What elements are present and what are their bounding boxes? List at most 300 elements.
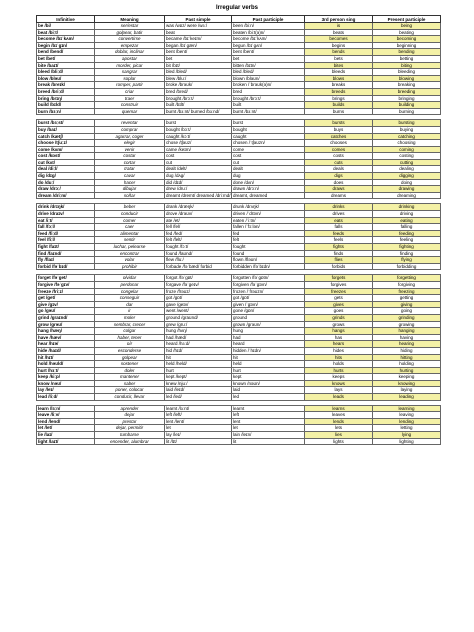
present-participle-cell: breeding [373,88,441,95]
present-participle-cell: coming [373,146,441,153]
infinitive-cell: begin /bɪˈgɪn/ [37,42,95,49]
present-participle-cell: hiding [373,347,441,354]
past-participle-cell: bitten /bɪtn/ [232,62,305,69]
past-simple-cell: brought /brɔːt/ [165,95,232,102]
third-person-cell: bites [305,62,373,69]
present-participle-cell: doing [373,179,441,186]
present-participle-cell: letting [373,425,441,432]
table-row [37,55,441,62]
infinitive-cell: leave /liːv/ [37,412,95,419]
third-person-cell: bursts [305,120,373,127]
past-simple-cell: forgot /fəˈgɒt/ [165,275,232,282]
present-participle-cell: forbidding [373,263,441,270]
past-participle-cell: drunk /drʌŋk/ [232,204,305,211]
present-participle-cell: driving [373,211,441,218]
meaning-cell: romper, partir [95,82,165,89]
infinitive-cell: lay /leɪ/ [37,387,95,394]
table-row [37,328,441,335]
third-person-cell: grows [305,321,373,328]
past-participle-cell: come [232,146,305,153]
table-row [37,146,441,153]
meaning-cell: beber [95,204,165,211]
third-person-cell: hits [305,354,373,361]
infinitive-cell: go /gəʊ/ [37,308,95,315]
meaning-cell: tumbarse [95,432,165,439]
meaning-cell: elegir [95,140,165,147]
past-participle-cell: blown /bləʊn/ [232,75,305,82]
past-participle-cell: built [232,102,305,109]
infinitive-cell: give /gɪv/ [37,301,95,308]
third-person-cell: drives [305,211,373,218]
present-participle-cell: drawing [373,186,441,193]
past-participle-cell: grown /grəʊn/ [232,321,305,328]
meaning-cell: golpear [95,354,165,361]
third-person-cell: blows [305,75,373,82]
past-simple-cell: drank /dræŋk/ [165,204,232,211]
meaning-cell: construir [95,102,165,109]
present-participle-cell: fighting [373,244,441,251]
past-participle-cell: laid [232,387,305,394]
past-simple-cell: began /bɪˈgæn/ [165,42,232,49]
past-simple-cell: laid /leɪd/ [165,387,232,394]
third-person-cell: forbids [305,263,373,270]
table-row [37,166,441,173]
infinitive-cell: build /bɪld/ [37,102,95,109]
third-person-cell: hangs [305,328,373,335]
third-person-cell: hurts [305,367,373,374]
table-row [37,179,441,186]
infinitive-cell: hang /hæŋ/ [37,328,95,335]
past-participle-cell: heard [232,341,305,348]
present-participle-cell: cutting [373,159,441,166]
meaning-cell: perdonar [95,281,165,288]
third-person-cell: digs [305,173,373,180]
meaning-cell: sembrar, crecer [95,321,165,328]
infinitive-cell: catch /kætʃ/ [37,133,95,140]
infinitive-cell: hurt /hɜːt/ [37,367,95,374]
past-simple-cell: beat [165,29,232,36]
meaning-cell: morder, picar [95,62,165,69]
meaning-cell: conducir [95,211,165,218]
meaning-cell: cavar [95,173,165,180]
past-participle-cell: fed [232,230,305,237]
present-participle-cell: bending [373,49,441,56]
third-person-cell: dreams [305,192,373,199]
present-participle-cell: betting [373,55,441,62]
third-person-cell: costs [305,153,373,160]
past-simple-cell: heard /hɜːd/ [165,341,232,348]
third-person-cell: deals [305,166,373,173]
infinitive-cell: dig /dɪg/ [37,173,95,180]
infinitive-cell: become /bɪˈkʌm/ [37,36,95,43]
present-participle-cell: forgetting [373,275,441,282]
infinitive-cell: grind /graɪnd/ [37,314,95,321]
present-participle-cell: bleeding [373,69,441,76]
past-participle-cell: frozen /ˈfrəʊzn/ [232,288,305,295]
past-simple-cell: was /wɒz/ were /wɜː/ [165,23,232,30]
past-participle-cell: brought /brɔːt/ [232,95,305,102]
present-participle-cell: hearing [373,341,441,348]
present-participle-cell: leaving [373,412,441,419]
infinitive-cell: burn /bɜːn/ [37,108,95,115]
infinitive-cell: hold /həʊld/ [37,361,95,368]
table-body [37,23,441,445]
meaning-cell: venir [95,146,165,153]
past-participle-cell: hurt [232,367,305,374]
table-row [37,75,441,82]
table-row [37,49,441,56]
past-simple-cell: drew /druː/ [165,186,232,193]
present-participle-cell: blowing [373,75,441,82]
past-participle-cell: forgotten /fəˈgɒtn/ [232,275,305,282]
infinitive-cell: dream /driːm/ [37,192,95,199]
meaning-cell: saber [95,380,165,387]
third-person-cell: eats [305,217,373,224]
past-participle-cell: beaten /biːt(ə)n/ [232,29,305,36]
past-participle-cell: gone /gɒn/ [232,308,305,315]
infinitive-cell: bet /bet/ [37,55,95,62]
third-person-cell: feeds [305,230,373,237]
table-row [37,102,441,109]
infinitive-cell: get /get/ [37,295,95,302]
present-participle-cell: falling [373,224,441,231]
infinitive-cell: fall /fɔːl/ [37,224,95,231]
present-participle-cell: grinding [373,314,441,321]
third-person-cell: cuts [305,159,373,166]
past-participle-cell: begun /bɪˈgʌn/ [232,42,305,49]
meaning-cell: convertirse [95,36,165,43]
meaning-cell: empezar [95,42,165,49]
meaning-cell: ser/estar [95,23,165,30]
meaning-cell: soplar [95,75,165,82]
third-person-cell: learns [305,405,373,412]
infinitive-cell: eat /iːt/ [37,217,95,224]
present-participle-cell: learning [373,405,441,412]
past-simple-cell: fell /fel/ [165,224,232,231]
verbs-table [36,15,441,445]
third-person-cell: feels [305,237,373,244]
infinitive-cell: freeze /friːz/ [37,288,95,295]
past-simple-cell: held /held/ [165,361,232,368]
past-simple-cell: bought /bɔːt/ [165,126,232,133]
table-row [37,341,441,348]
third-person-cell: burns [305,108,373,115]
meaning-cell: soñar [95,192,165,199]
past-participle-cell: broken /ˈbrəʊk(ə)n/ [232,82,305,89]
meaning-cell: doler [95,367,165,374]
present-participle-cell: forgiving [373,281,441,288]
past-simple-cell: left /left/ [165,412,232,419]
present-participle-cell: eating [373,217,441,224]
infinitive-cell: fly /flaɪ/ [37,257,95,264]
third-person-cell: does [305,179,373,186]
table-row [37,321,441,328]
third-person-cell: gives [305,301,373,308]
present-participle-cell: lying [373,432,441,439]
past-simple-cell: went /went/ [165,308,232,315]
past-simple-cell: dug /dʌg/ [165,173,232,180]
header-meaning: Meaning [95,16,165,23]
past-participle-cell: hidden /ˈhɪdn/ [232,347,305,354]
present-participle-cell: bursting [373,120,441,127]
meaning-cell: conducir, llevar [95,394,165,401]
third-person-cell: hears [305,341,373,348]
table-row [37,230,441,237]
past-simple-cell: caught /kɔːt/ [165,133,232,140]
past-participle-cell: felt [232,237,305,244]
present-participle-cell: lighting [373,438,441,445]
past-participle-cell: ground [232,314,305,321]
present-participle-cell: bringing [373,95,441,102]
past-participle-cell: forgiven /fəˈgɪvn/ [232,281,305,288]
past-simple-cell: cost [165,153,232,160]
meaning-cell: hacer [95,179,165,186]
infinitive-cell: let /let/ [37,425,95,432]
present-participle-cell: flying [373,257,441,264]
past-participle-cell: driven /ˈdrɪvn/ [232,211,305,218]
past-participle-cell: lit [232,438,305,445]
past-simple-cell: knew /njuː/ [165,380,232,387]
present-participle-cell: freezing [373,288,441,295]
infinitive-cell: draw /drɔː/ [37,186,95,193]
infinitive-cell: drink /drɪŋk/ [37,204,95,211]
third-person-cell: has [305,334,373,341]
third-person-cell: bleeds [305,69,373,76]
third-person-cell: brings [305,95,373,102]
past-simple-cell: cut [165,159,232,166]
past-simple-cell: dealt /delt/ [165,166,232,173]
past-participle-cell: eaten /ˈiːtn/ [232,217,305,224]
infinitive-cell: come /kʌm/ [37,146,95,153]
infinitive-cell: blow /bləʊ/ [37,75,95,82]
table-row [37,418,441,425]
past-participle-cell: flown /fləʊn/ [232,257,305,264]
present-participle-cell: dreaming [373,192,441,199]
infinitive-cell: breed /briːd/ [37,88,95,95]
past-participle-cell: kept [232,374,305,381]
meaning-cell: volar [95,257,165,264]
third-person-cell: falls [305,224,373,231]
header-past-participle: Past participle [232,16,305,23]
past-simple-cell: had /hæd/ [165,334,232,341]
table-row [37,374,441,381]
present-participle-cell: dealing [373,166,441,173]
infinitive-cell: break /breɪk/ [37,82,95,89]
past-simple-cell: burnt /bɜːnt/ burned /bɜːnd/ [165,108,232,115]
present-participle-cell: biting [373,62,441,69]
table-row [37,192,441,199]
infinitive-cell: find /faɪnd/ [37,250,95,257]
third-person-cell: draws [305,186,373,193]
table-row [37,347,441,354]
infinitive-cell: bring /brɪŋ/ [37,95,95,102]
past-simple-cell: learnt /lɜːnt/ [165,405,232,412]
third-person-cell: hides [305,347,373,354]
past-simple-cell: grew /gruː/ [165,321,232,328]
table-row [37,275,441,282]
meaning-cell: costar [95,153,165,160]
infinitive-cell: forbid /fəˈbɪd/ [37,263,95,270]
past-simple-cell: forbade /fəˈbæd/ forbid [165,263,232,270]
table-row [37,217,441,224]
past-participle-cell: learnt [232,405,305,412]
past-participle-cell: let [232,425,305,432]
meaning-cell: apostar [95,55,165,62]
table-row [37,140,441,147]
third-person-cell: bets [305,55,373,62]
present-participle-cell: keeping [373,374,441,381]
past-participle-cell: cost [232,153,305,160]
table-row [37,438,441,445]
infinitive-cell: have /hæv/ [37,334,95,341]
third-person-cell: breaks [305,82,373,89]
past-simple-cell: hurt [165,367,232,374]
third-person-cell: forgets [305,275,373,282]
table-row [37,257,441,264]
header-infinitive: Infinitive [37,16,95,23]
past-participle-cell: bought [232,126,305,133]
past-participle-cell: forbidden /fəˈbɪdn/ [232,263,305,270]
meaning-cell: aprender [95,405,165,412]
past-simple-cell: drove /drəʊv/ [165,211,232,218]
past-simple-cell: bent /bent/ [165,49,232,56]
table-row [37,334,441,341]
past-participle-cell: bred [232,88,305,95]
past-participle-cell: held [232,361,305,368]
infinitive-cell: burst /bɜːst/ [37,120,95,127]
meaning-cell: agarrar, coger [95,133,165,140]
past-simple-cell: fought /fɔːt/ [165,244,232,251]
meaning-cell: mantener [95,374,165,381]
table-row [37,432,441,439]
past-simple-cell: froze /frəʊz/ [165,288,232,295]
meaning-cell: cortar [95,159,165,166]
present-participle-cell: getting [373,295,441,302]
infinitive-cell: grow /grəʊ/ [37,321,95,328]
third-person-cell: finds [305,250,373,257]
present-participle-cell: burning [373,108,441,115]
meaning-cell: haber, tener [95,334,165,341]
meaning-cell: prestar [95,418,165,425]
meaning-cell: congelar [95,288,165,295]
infinitive-cell: cost /kɒst/ [37,153,95,160]
table-row [37,224,441,231]
present-participle-cell: finding [373,250,441,257]
table-row [37,314,441,321]
meaning-cell: conseguir [95,295,165,302]
infinitive-cell: bite /baɪt/ [37,62,95,69]
present-participle-cell: knowing [373,380,441,387]
infinitive-cell: fight /faɪt/ [37,244,95,251]
table-row [37,405,441,412]
past-simple-cell: gave /geɪv/ [165,301,232,308]
third-person-cell: gets [305,295,373,302]
present-participle-cell: laying [373,387,441,394]
table-row [37,36,441,43]
present-participle-cell: having [373,334,441,341]
table-row [37,211,441,218]
table-row [37,173,441,180]
present-participle-cell: feeling [373,237,441,244]
past-participle-cell: given /ˈgɪvn/ [232,301,305,308]
third-person-cell: beats [305,29,373,36]
infinitive-cell: do /duː/ [37,179,95,186]
past-participle-cell: lent [232,418,305,425]
third-person-cell: comes [305,146,373,153]
past-simple-cell: ground /graʊnd/ [165,314,232,321]
past-participle-cell: chosen /ˈtʃəʊzn/ [232,140,305,147]
infinitive-cell: light /laɪt/ [37,438,95,445]
present-participle-cell: breaking [373,82,441,89]
table-row [37,95,441,102]
past-simple-cell: led /led/ [165,394,232,401]
meaning-cell: comer [95,217,165,224]
past-simple-cell: forgave /fəˈgeɪv/ [165,281,232,288]
meaning-cell: colgar [95,328,165,335]
present-participle-cell: holding [373,361,441,368]
table-row [37,354,441,361]
present-participle-cell: feeding [373,230,441,237]
past-participle-cell: lain /leɪn/ [232,432,305,439]
past-participle-cell: burst [232,120,305,127]
table-row [37,288,441,295]
past-simple-cell: lay /leɪ/ [165,432,232,439]
infinitive-cell: feel /fiːl/ [37,237,95,244]
present-participle-cell: giving [373,301,441,308]
header-present-participle: Present participle [373,16,441,23]
meaning-cell: traer [95,95,165,102]
table-row [37,361,441,368]
infinitive-cell: hide /haɪd/ [37,347,95,354]
present-participle-cell: being [373,23,441,30]
present-participle-cell: buying [373,126,441,133]
third-person-cell: chooses [305,140,373,147]
past-participle-cell: led [232,394,305,401]
infinitive-cell: cut /kʌt/ [37,159,95,166]
third-person-cell: catches [305,133,373,140]
table-row [37,301,441,308]
table-row [37,108,441,115]
table-row [37,308,441,315]
third-person-cell: goes [305,308,373,315]
third-person-cell: builds [305,102,373,109]
third-person-cell: becomes [305,36,373,43]
third-person-cell: lets [305,425,373,432]
past-simple-cell: lent /lent/ [165,418,232,425]
past-simple-cell: lit /lɪt/ [165,438,232,445]
past-participle-cell: got /gɒt/ [232,295,305,302]
third-person-cell: lies [305,432,373,439]
past-participle-cell: hit [232,354,305,361]
past-participle-cell: known /nəʊn/ [232,380,305,387]
past-simple-cell: did /dɪd/ [165,179,232,186]
past-simple-cell: kept /kept/ [165,374,232,381]
third-person-cell: breeds [305,88,373,95]
infinitive-cell: bend /bend/ [37,49,95,56]
past-participle-cell: drawn /drɔːn/ [232,186,305,193]
infinitive-cell: lend /lend/ [37,418,95,425]
past-participle-cell: fought [232,244,305,251]
meaning-cell: dibujar [95,186,165,193]
third-person-cell: leaves [305,412,373,419]
past-simple-cell: ate /et/ [165,217,232,224]
present-participle-cell: beating [373,29,441,36]
past-simple-cell: became /bɪˈkeɪm/ [165,36,232,43]
table-row [37,295,441,302]
third-person-cell: bends [305,49,373,56]
third-person-cell: drinks [305,204,373,211]
past-simple-cell: found /faʊnd/ [165,250,232,257]
